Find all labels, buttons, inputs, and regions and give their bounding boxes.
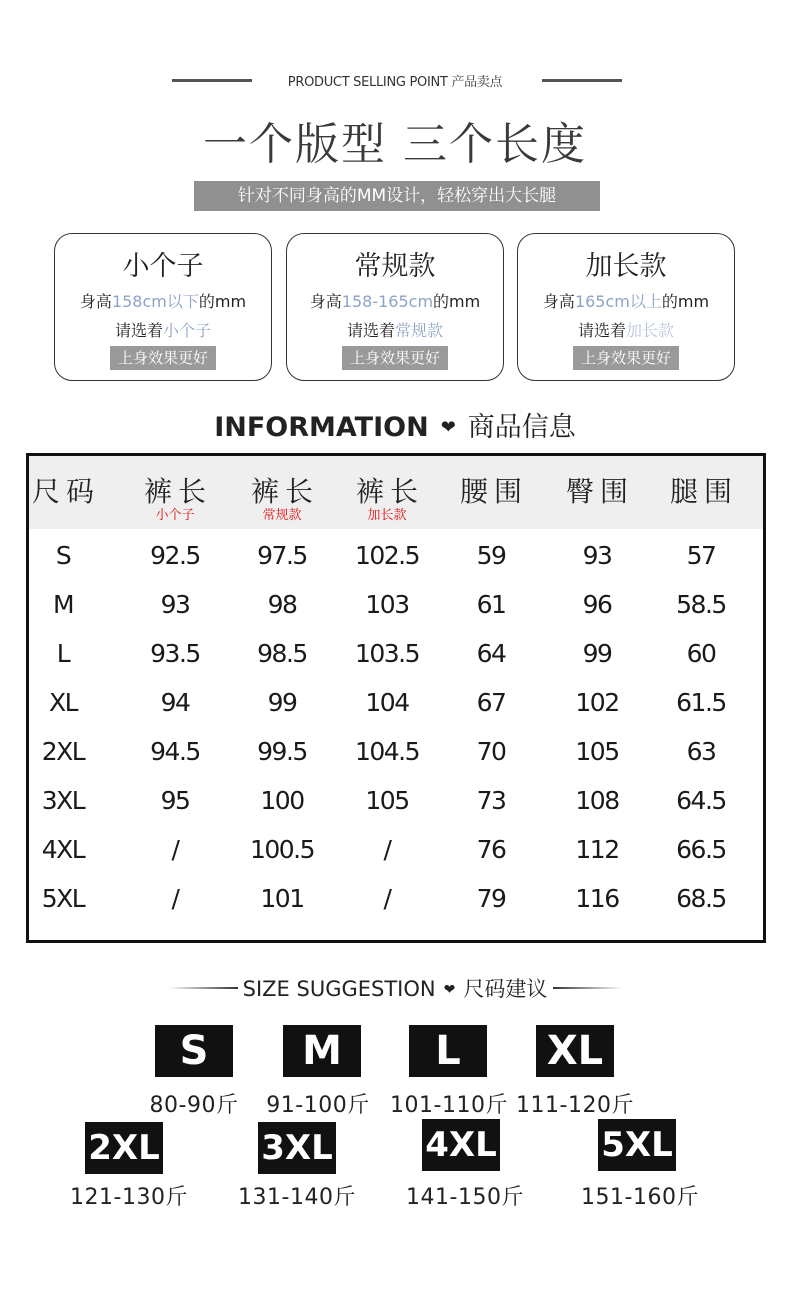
- table-cell: 2XL: [41, 737, 85, 766]
- card-choose-line: [287, 318, 503, 341]
- table-cell: 63: [686, 737, 716, 766]
- choose-prefix: 请选着: [577, 321, 626, 340]
- suggestion-divider-right: [553, 987, 623, 989]
- suggestion-title-cn: 尺码建议: [463, 977, 548, 1001]
- choose-prefix: 请选着: [346, 321, 395, 340]
- table-cell: 103: [365, 590, 409, 619]
- table-cell: 102: [575, 688, 619, 717]
- table-cell: 61.5: [676, 688, 726, 717]
- choose-value: 小个子: [163, 321, 212, 340]
- table-cell: M: [52, 590, 74, 619]
- size-badge: XL: [536, 1025, 614, 1077]
- size-weight-label: 121-130斤: [70, 1185, 188, 1210]
- size-weight-label: 111-120斤: [516, 1093, 634, 1118]
- table-cell: 104.5: [354, 737, 420, 766]
- card-choose-line: [55, 318, 271, 341]
- table-cell: 105: [365, 786, 409, 815]
- height-value: 158-165cm: [341, 292, 434, 311]
- height-value: 158cm以下: [111, 292, 199, 311]
- table-cell: 67: [476, 688, 506, 717]
- table-cell: 100: [260, 786, 304, 815]
- height-prefix: 身高: [309, 292, 342, 311]
- table-cell: 79: [476, 884, 506, 913]
- table-cell: 108: [575, 786, 619, 815]
- card-long: [517, 233, 735, 381]
- table-cell: 102.5: [354, 541, 420, 570]
- subtitle-banner: 针对不同身高的MM设计，轻松穿出大长腿: [194, 181, 600, 211]
- table-header-cell: 尺码: [31, 475, 100, 508]
- table-header-cell: 裤长: [143, 475, 212, 508]
- table-cell: 116: [575, 884, 619, 913]
- size-badge: 5XL: [598, 1119, 676, 1171]
- card-height-line: [518, 289, 734, 312]
- table-cell: 66.5: [676, 835, 726, 864]
- height-prefix: 身高: [542, 292, 575, 311]
- table-cell: 59: [476, 541, 506, 570]
- table-cell: 68.5: [676, 884, 726, 913]
- table-cell: 98.5: [257, 639, 307, 668]
- table-cell: 73: [476, 786, 506, 815]
- size-badge: 3XL: [258, 1122, 336, 1174]
- size-weight-label: 131-140斤: [238, 1185, 356, 1210]
- card-height-line: [55, 289, 271, 312]
- table-cell: 3XL: [41, 786, 85, 815]
- table-header-cell: 臀围: [565, 475, 634, 508]
- size-badge: L: [409, 1025, 487, 1077]
- table-header-subtitle: 常规款: [262, 508, 302, 523]
- information-heading: [0, 405, 790, 444]
- table-cell: 97.5: [257, 541, 307, 570]
- choose-prefix: 请选着: [114, 321, 163, 340]
- table-cell: 64.5: [676, 786, 726, 815]
- table-cell: S: [55, 541, 71, 570]
- height-prefix: 身高: [79, 292, 112, 311]
- table-cell: 64: [476, 639, 506, 668]
- suggestion-title-en: SIZE SUGGESTION: [242, 977, 436, 1001]
- size-weight-label: 101-110斤: [390, 1093, 508, 1118]
- size-badge: S: [155, 1025, 233, 1077]
- size-badge: 4XL: [422, 1119, 500, 1171]
- table-cell: 57: [686, 541, 716, 570]
- size-badge: 2XL: [85, 1122, 163, 1174]
- table-cell: 105: [575, 737, 619, 766]
- table-cell: 99: [582, 639, 612, 668]
- card-badge: 上身效果更好: [110, 346, 216, 370]
- table-header-cell: 腿围: [669, 475, 738, 508]
- card-badge: 上身效果更好: [342, 346, 448, 370]
- divider-left: [172, 79, 252, 82]
- table-cell: 99: [267, 688, 297, 717]
- card-title: 小个子: [122, 251, 204, 282]
- table-cell: 103.5: [354, 639, 420, 668]
- suggestion-heading: [0, 973, 790, 1003]
- table-cell: 101: [260, 884, 304, 913]
- table-cell: 94: [160, 688, 190, 717]
- table-cell: 112: [575, 835, 619, 864]
- table-cell: 93: [582, 541, 612, 570]
- table-cell: 99.5: [257, 737, 307, 766]
- height-suffix: 的mm: [661, 292, 710, 311]
- table-cell: 96: [582, 590, 612, 619]
- height-suffix: 的mm: [433, 292, 481, 311]
- divider-right: [542, 79, 622, 82]
- table-cell: /: [383, 884, 391, 913]
- choose-value: 常规款: [395, 321, 444, 340]
- size-badge: M: [283, 1025, 361, 1077]
- table-cell: /: [171, 884, 179, 913]
- card-height-line: [287, 289, 503, 312]
- table-header-cell: 裤长: [355, 475, 424, 508]
- table-header-cell: 腰围: [459, 475, 528, 508]
- selling-point-caption: PRODUCT SELLING POINT 产品卖点: [287, 75, 503, 90]
- table-cell: 94.5: [150, 737, 200, 766]
- table-header-subtitle: 小个子: [155, 508, 195, 523]
- table-cell: 58.5: [676, 590, 726, 619]
- card-petite: [54, 233, 272, 381]
- table-cell: 93.5: [150, 639, 200, 668]
- table-cell: 76: [476, 835, 506, 864]
- size-table: [26, 453, 766, 943]
- information-title-cn: 商品信息: [467, 412, 576, 443]
- page-title: 一个版型 三个长度: [203, 119, 587, 170]
- table-header-cell: 裤长: [250, 475, 319, 508]
- card-title: 加长款: [585, 251, 667, 282]
- choose-value: 加长款: [626, 321, 675, 340]
- table-cell: 92.5: [150, 541, 200, 570]
- table-cell: 104: [365, 688, 409, 717]
- card-badge: 上身效果更好: [573, 346, 679, 370]
- information-title-en: INFORMATION: [214, 412, 429, 443]
- table-cell: 61: [476, 590, 506, 619]
- size-weight-label: 151-160斤: [581, 1185, 699, 1210]
- card-choose-line: [518, 318, 734, 341]
- height-value: 165cm以上: [574, 292, 662, 311]
- size-weight-label: 80-90斤: [149, 1093, 239, 1118]
- size-weight-label: 141-150斤: [406, 1185, 524, 1210]
- size-weight-label: 91-100斤: [266, 1093, 370, 1118]
- table-cell: L: [56, 639, 70, 668]
- heart-icon: ❤: [440, 417, 456, 438]
- table-cell: /: [171, 835, 179, 864]
- height-suffix: 的mm: [198, 292, 247, 311]
- table-cell: /: [383, 835, 391, 864]
- table-cell: 100.5: [249, 835, 315, 864]
- table-cell: 5XL: [41, 884, 85, 913]
- table-header-subtitle: 加长款: [367, 508, 407, 523]
- table-cell: 60: [686, 639, 716, 668]
- table-cell: 70: [476, 737, 506, 766]
- table-cell: 4XL: [41, 835, 85, 864]
- table-cell: 95: [160, 786, 190, 815]
- card-title: 常规款: [354, 251, 436, 282]
- table-cell: 93: [160, 590, 190, 619]
- table-cell: 98: [267, 590, 297, 619]
- heart-icon: ❤: [443, 982, 456, 998]
- card-regular: [286, 233, 504, 381]
- table-cell: XL: [48, 688, 78, 717]
